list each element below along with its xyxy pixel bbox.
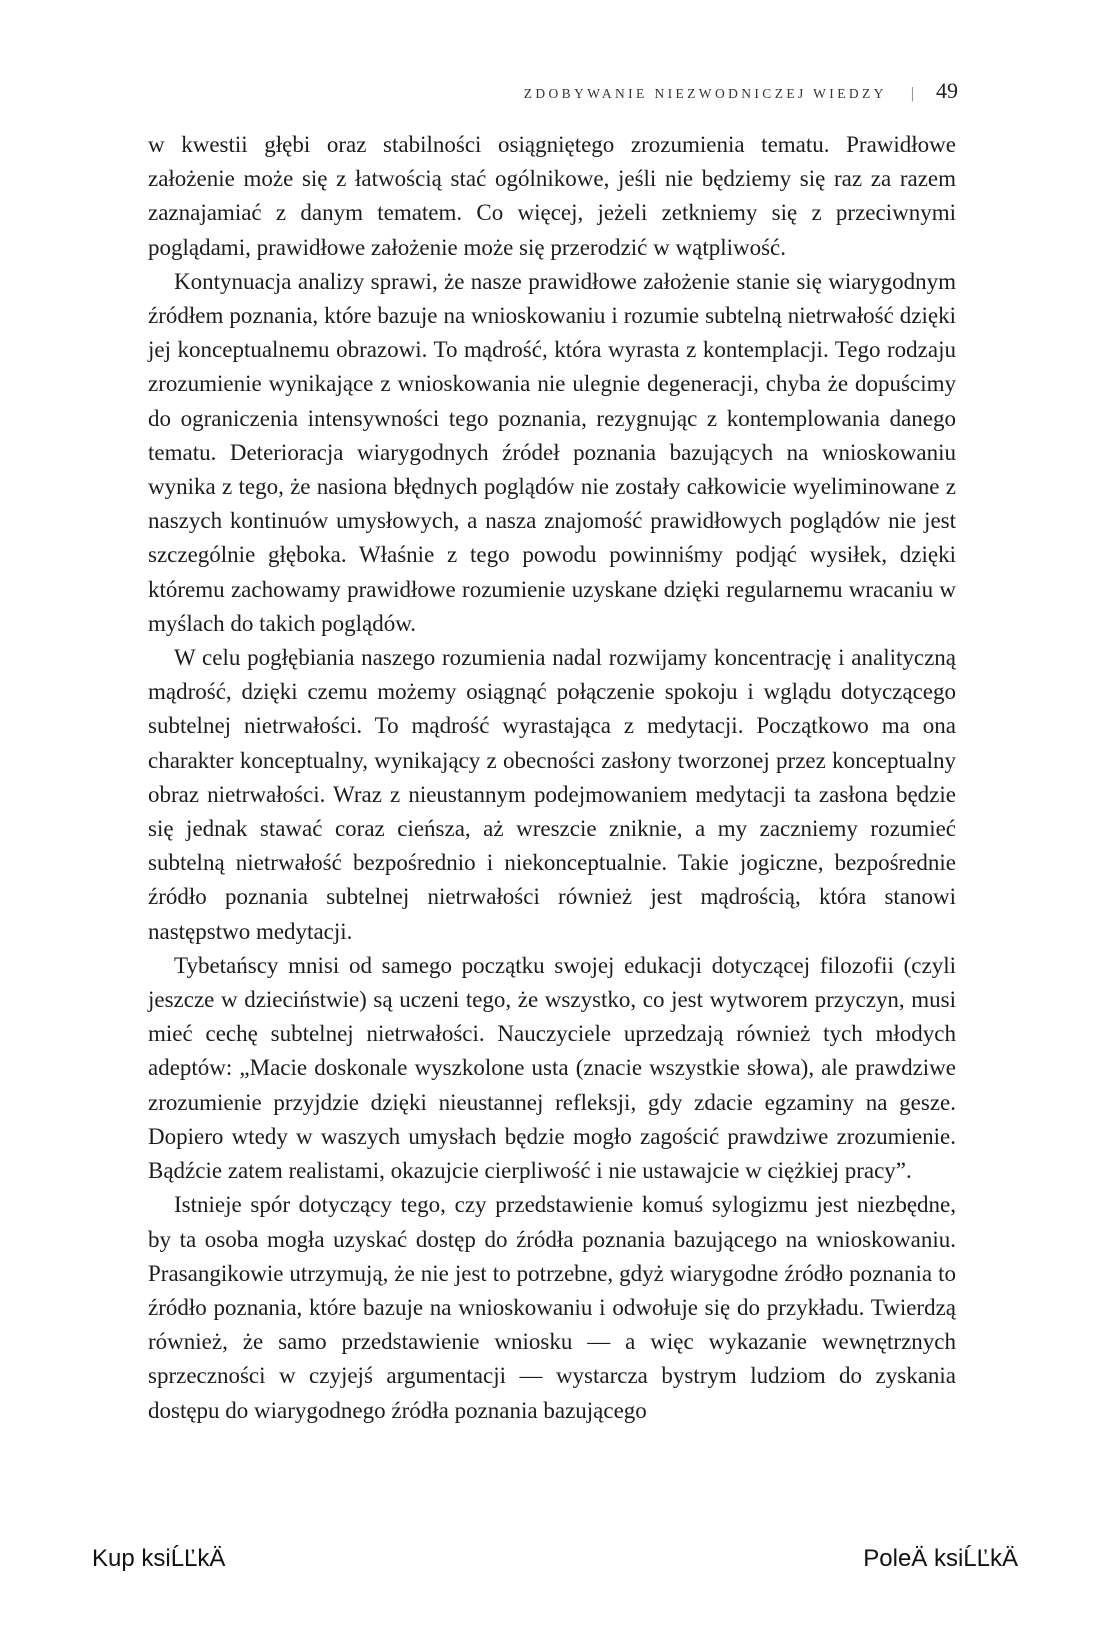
header-separator: | [910,85,914,102]
buy-book-link[interactable]: Kup ksiĹĽkÄ [92,1545,226,1572]
paragraph-1: w kwestii głębi oraz stabilności osiągniętego zrozumienia tematu. Prawidłowe założenie może się z łatwością stać ogólnikowe, jeśli nie będziemy się raz za razem zaznajamiać z danym tematem. Co więcej, jeżeli zetkniemy się z przeciwnymi poglądami, prawidłowe założenie może się przerodzić w wątpliwość. [148,132,956,260]
body-text [148,128,956,1428]
paragraph-4: Tybetańscy mnisi od samego początku swojej edukacji dotyczącej filozofii (czyli jeszcze w dzieciństwie) są uczeni tego, że wszystko, co jest wytworem przyczyn, musi mieć cechę subtelnej nietrwałości. Nauczyciele uprzedzają również tych młodych adeptów: „Macie doskonale wyszkolone usta (znacie wszystkie słowa), ale prawdziwe zrozumienie przyjdzie dzięki nieustannej refleksji, gdy zdacie egzaminy na gesze. Dopiero wtedy w waszych umysłach będzie mogło zagościć prawdziwe zrozumienie. Bądźcie zatem realistami, okazujcie cierpliwość i nie ustawajcie w ciężkiej pracy”. [148,952,956,1184]
recommend-book-link[interactable]: PoleÄ ksiĹĽkÄ [863,1545,1018,1572]
paragraph-5: Istnieje spór dotyczący tego, czy przedstawienie komuś sylogizmu jest niezbędne, by ta osoba mogła uzyskać dostęp do źródła poznania bazującego na wnioskowaniu. Prasangikowie utrzymują, że nie jest to potrzebne, gdyż wiarygodne źródło poznania to źródło poznania, które bazuje na wnioskowaniu i odwołuje się do przykładu. Twierdzą również, że samo przedstawienie wniosku — a więc wykazanie wewnętrznych sprzeczności w czyjejś argumentacji — wystarcza bystrym ludziom do zyskania dostępu do wiarygodnego źródła poznania bazującego [148,1192,956,1423]
paragraph-2: Kontynuacja analizy sprawi, że nasze prawidłowe założenie stanie się wiarygodnym źródłem poznania, które bazuje na wnioskowaniu i rozumie subtelną nietrwałość dzięki jej konceptualnemu obrazowi. To mądrość, która wyrasta z kontemplacji. Tego rodzaju zrozumienie wynikające z wnioskowania nie ulegnie degeneracji, chyba że dopuścimy do ograniczenia intensywności tego poznania, rezygnując z kontemplowania danego tematu. Deterioracja wiarygodnych źródeł poznania bazujących na wnioskowaniu wynika z tego, że nasiona błędnych poglądów nie zostały całkowicie wyeliminowane z naszych kontinuów umysłowych, a nasza znajomość prawidłowych poglądów nie jest szczególnie głęboka. Właśnie z tego powodu powinniśmy podjąć wysiłek, dzięki któremu zachowamy prawidłowe rozumienie uzyskane dzięki regularnemu wracaniu w myślach do takich poglądów. [148,268,956,636]
paragraph-3: W celu pogłębiania naszego rozumienia nadal rozwijamy koncentrację i analityczną mądrość, dzięki czemu możemy osiągnąć połączenie spokoju i wglądu dotyczącego subtelnej nietrwałości. To mądrość wyrastająca z medytacji. Początkowo ma ona charakter konceptualny, wynikający z obecności zasłony tworzonej przez konceptualny obraz nietrwałości. Wraz z nieustannym podejmowaniem medytacji ta zasłona będzie się jednak stawać coraz cieńsza, aż wreszcie zniknie, a my zaczniemy rozumieć subtelną nietrwałość bezpośrednio i niekonceptualnie. Takie jogiczne, bezpośrednie źródło poznania subtelnej nietrwałości również jest mądrością, która stanowi następstwo medytacji. [148,645,956,944]
running-header-title: ZDOBYWANIE NIEZWODNICZEJ WIEDZY [523,86,887,101]
running-header [524,78,958,104]
page-number: 49 [936,78,958,103]
